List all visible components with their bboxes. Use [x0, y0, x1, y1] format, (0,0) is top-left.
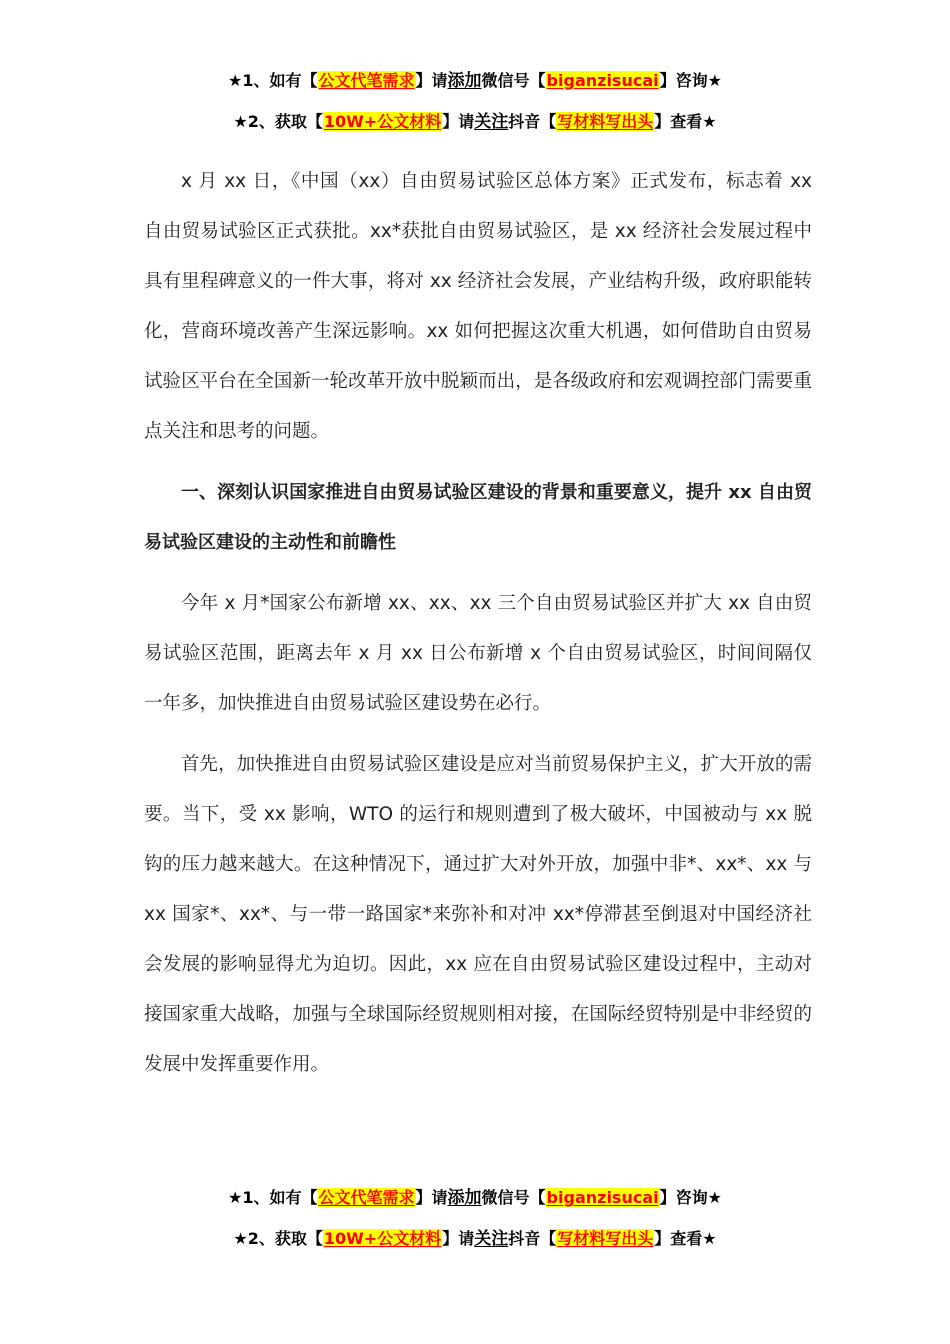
banner-text: 抖音【	[508, 112, 557, 131]
banner-highlight: 公文代笔需求	[318, 71, 415, 90]
banner-text: 】请	[442, 112, 475, 131]
banner-highlight: 写材料写出头	[557, 1229, 654, 1248]
section-heading: 一、深刻认识国家推进自由贸易试验区建设的背景和重要意义，提升 xx 自由贸易试验区建设的主动性和前瞻性	[144, 482, 812, 553]
banner-highlight: biganzisucai	[546, 1188, 659, 1207]
banner-highlight: 写材料写出头	[557, 112, 654, 131]
document-body	[144, 157, 812, 1090]
banner-top-line-1	[0, 70, 950, 92]
banner-text: ★1、如有【	[228, 71, 318, 90]
banner-top-line-2	[0, 111, 950, 133]
banner-text: ★2、获取【	[233, 112, 323, 131]
banner-text: 】请	[442, 1229, 475, 1248]
banner-text: 抖音【	[508, 1229, 557, 1248]
banner-text: 】查看★	[654, 112, 717, 131]
banner-text: 微信号【	[481, 1188, 546, 1207]
banner-text: 】咨询★	[659, 71, 722, 90]
banner-text: 】请	[415, 71, 448, 90]
paragraph-background: 今年 x 月*国家公布新增 xx、xx、xx 三个自由贸易试验区并扩大 xx 自由贸易试验区范围，距离去年 x 月 xx 日公布新增 x 个自由贸易试验区，时间间隔仅一年多，加快推进自由贸易试验区建设势在必行。	[144, 593, 812, 714]
banner-highlight: 10W+公文材料	[323, 1229, 442, 1248]
banner-bottom-line-2	[0, 1228, 950, 1250]
banner-text: 微信号【	[481, 71, 546, 90]
banner-text: 】查看★	[654, 1229, 717, 1248]
banner-highlight: 公文代笔需求	[318, 1188, 415, 1207]
banner-text: 】咨询★	[659, 1188, 722, 1207]
banner-text: ★1、如有【	[228, 1188, 318, 1207]
banner-highlight: 10W+公文材料	[323, 112, 442, 131]
paragraph-first-point: 首先，加快推进自由贸易试验区建设是应对当前贸易保护主义，扩大开放的需要。当下，受 xx 影响，WTO 的运行和规则遭到了极大破坏，中国被动与 xx 脱钩的压力越来越大。在这种情况下，通过扩大对外开放，加强中非*、xx*、xx 与 xx 国家*、xx*、与一带一路国家*来弥补和对冲 xx*停滞甚至倒退对中国经济社会发展的影响显得尤为迫切。因此，xx 应在自由贸易试验区建设过程中，主动对接国家重大战略，加强与全球国际经贸规则相对接，在国际经贸特别是中非经贸的发展中发挥重要作用。	[144, 754, 812, 1075]
banner-text: ★2、获取【	[233, 1229, 323, 1248]
banner-text: 】请	[415, 1188, 448, 1207]
banner-bottom-line-1	[0, 1187, 950, 1209]
banner-emphasis: 关注	[474, 1229, 509, 1249]
paragraph-intro: x 月 xx 日，《中国（xx）自由贸易试验区总体方案》正式发布，标志着 xx 自由贸易试验区正式获批。xx*获批自由贸易试验区，是 xx 经济社会发展过程中具有里程碑意义的一件大事，将对 xx 经济社会发展，产业结构升级，政府职能转化，营商环境改善产生深远影响。xx 如何把握这次重大机遇，如何借助自由贸易试验区平台在全国新一轮改革开放中脱颖而出，是各级政府和宏观调控部门需要重点关注和思考的问题。	[144, 171, 812, 442]
banner-emphasis: 添加	[447, 71, 482, 91]
banner-emphasis: 关注	[474, 112, 509, 132]
banner-emphasis: 添加	[447, 1188, 482, 1208]
banner-highlight: biganzisucai	[546, 71, 659, 90]
